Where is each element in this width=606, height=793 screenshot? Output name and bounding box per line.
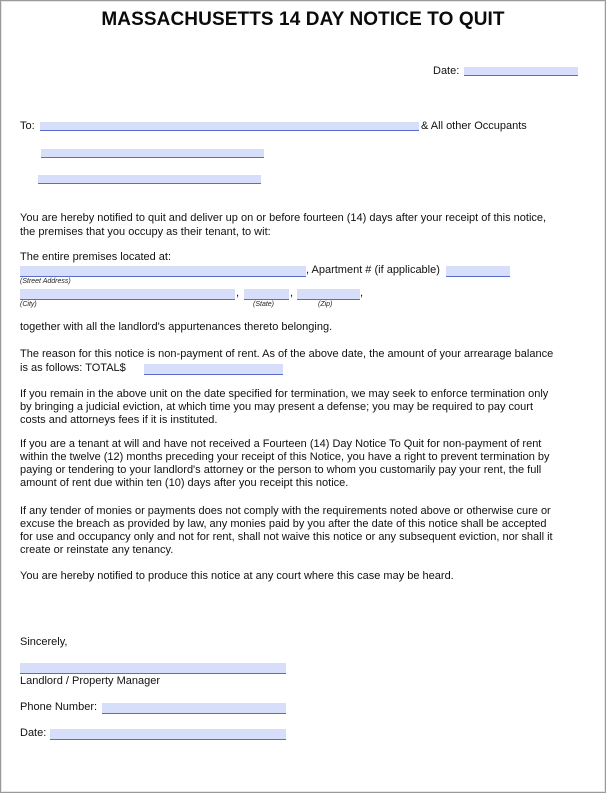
total-amount-field[interactable] — [144, 364, 283, 375]
landlord-label: Landlord / Property Manager — [20, 675, 161, 687]
tenant-line-2: within the twelve (12) months preceding your receipt of this Notice, you have a right to prevent termination by — [20, 451, 550, 463]
produce-text: You are hereby notified to produce this notice at any court where this case may be heard. — [20, 570, 454, 582]
tender-line-3: for use and occupancy only and not for rent, shall not waive this notice or any subsequent eviction, nor shall it — [20, 531, 553, 543]
phone-field[interactable] — [102, 703, 286, 714]
city-caption: (City) — [20, 301, 37, 308]
to-address-field-1[interactable] — [41, 149, 264, 158]
tender-line-2: excuse the breach as provided by law, any monies paid by you after the date of this notice shall be accepted — [20, 518, 547, 530]
street-address-caption: (Street Address) — [20, 278, 71, 285]
date2-field[interactable] — [50, 729, 286, 740]
to-address-field-2[interactable] — [38, 175, 261, 184]
premises-label: The entire premises located at: — [20, 251, 172, 263]
state-caption: (State) — [253, 301, 275, 308]
appurtenances-text: together with all the landlord's appurtenances thereto belonging. — [20, 321, 333, 333]
date2-label: Date: — [20, 727, 47, 739]
street-address-field[interactable] — [20, 266, 306, 277]
zip-comma: , — [360, 287, 364, 299]
tenant-line-1: If you are a tenant at will and have not received a Fourteen (14) Day Notice To Quit for non-payment of rent — [20, 438, 542, 450]
to-label: To: — [20, 120, 35, 132]
remain-line-1: If you remain in the above unit on the date specified for termination, we may seek to enforce termination only — [20, 388, 549, 400]
state-comma: , — [290, 287, 294, 299]
intro-line-2: the premises that you occupy as their tenant, to wit: — [20, 226, 271, 238]
city-field[interactable] — [20, 289, 235, 300]
phone-label: Phone Number: — [20, 701, 98, 713]
page-title: MASSACHUSETTS 14 DAY NOTICE TO QUIT — [101, 9, 505, 30]
zip-caption: (Zip) — [318, 301, 333, 308]
tender-line-4: create or reinstate any tenancy. — [20, 544, 174, 556]
sincerely-text: Sincerely, — [20, 636, 68, 648]
apartment-label: , Apartment # (if applicable) — [306, 264, 440, 276]
date-field[interactable] — [464, 67, 578, 76]
reason-line-1: The reason for this notice is non-payment of rent. As of the above date, the amount of your arrearage balance — [20, 348, 554, 360]
city-comma: , — [236, 287, 240, 299]
remain-line-2: by bringing a judicial eviction, at which time you may present a defense; you may be required to pay court — [20, 401, 533, 413]
remain-line-3: costs and attorneys fees if it is instituted. — [20, 414, 218, 426]
occupants-label: & All other Occupants — [421, 120, 527, 132]
apartment-field[interactable] — [446, 266, 510, 277]
intro-line-1: You are hereby notified to quit and deliver up on or before fourteen (14) days after your receipt of this notice, — [20, 212, 547, 224]
tenant-line-4: amount of rent due within ten (10) days after you receipt this notice. — [20, 477, 349, 489]
tender-line-1: If any tender of monies or payments does not comply with the requirements noted above or otherwise cure or — [20, 505, 551, 517]
tenant-line-3: paying or tendering to your landlord's attorney or the person to whom you customarily pay your rent, the full — [20, 464, 542, 476]
signature-field[interactable] — [20, 663, 286, 674]
reason-line-2: is as follows: TOTAL$ — [20, 362, 126, 374]
date-label: Date: — [433, 65, 460, 77]
state-field[interactable] — [244, 289, 289, 300]
to-name-field[interactable] — [40, 122, 419, 131]
zip-field[interactable] — [297, 289, 360, 300]
